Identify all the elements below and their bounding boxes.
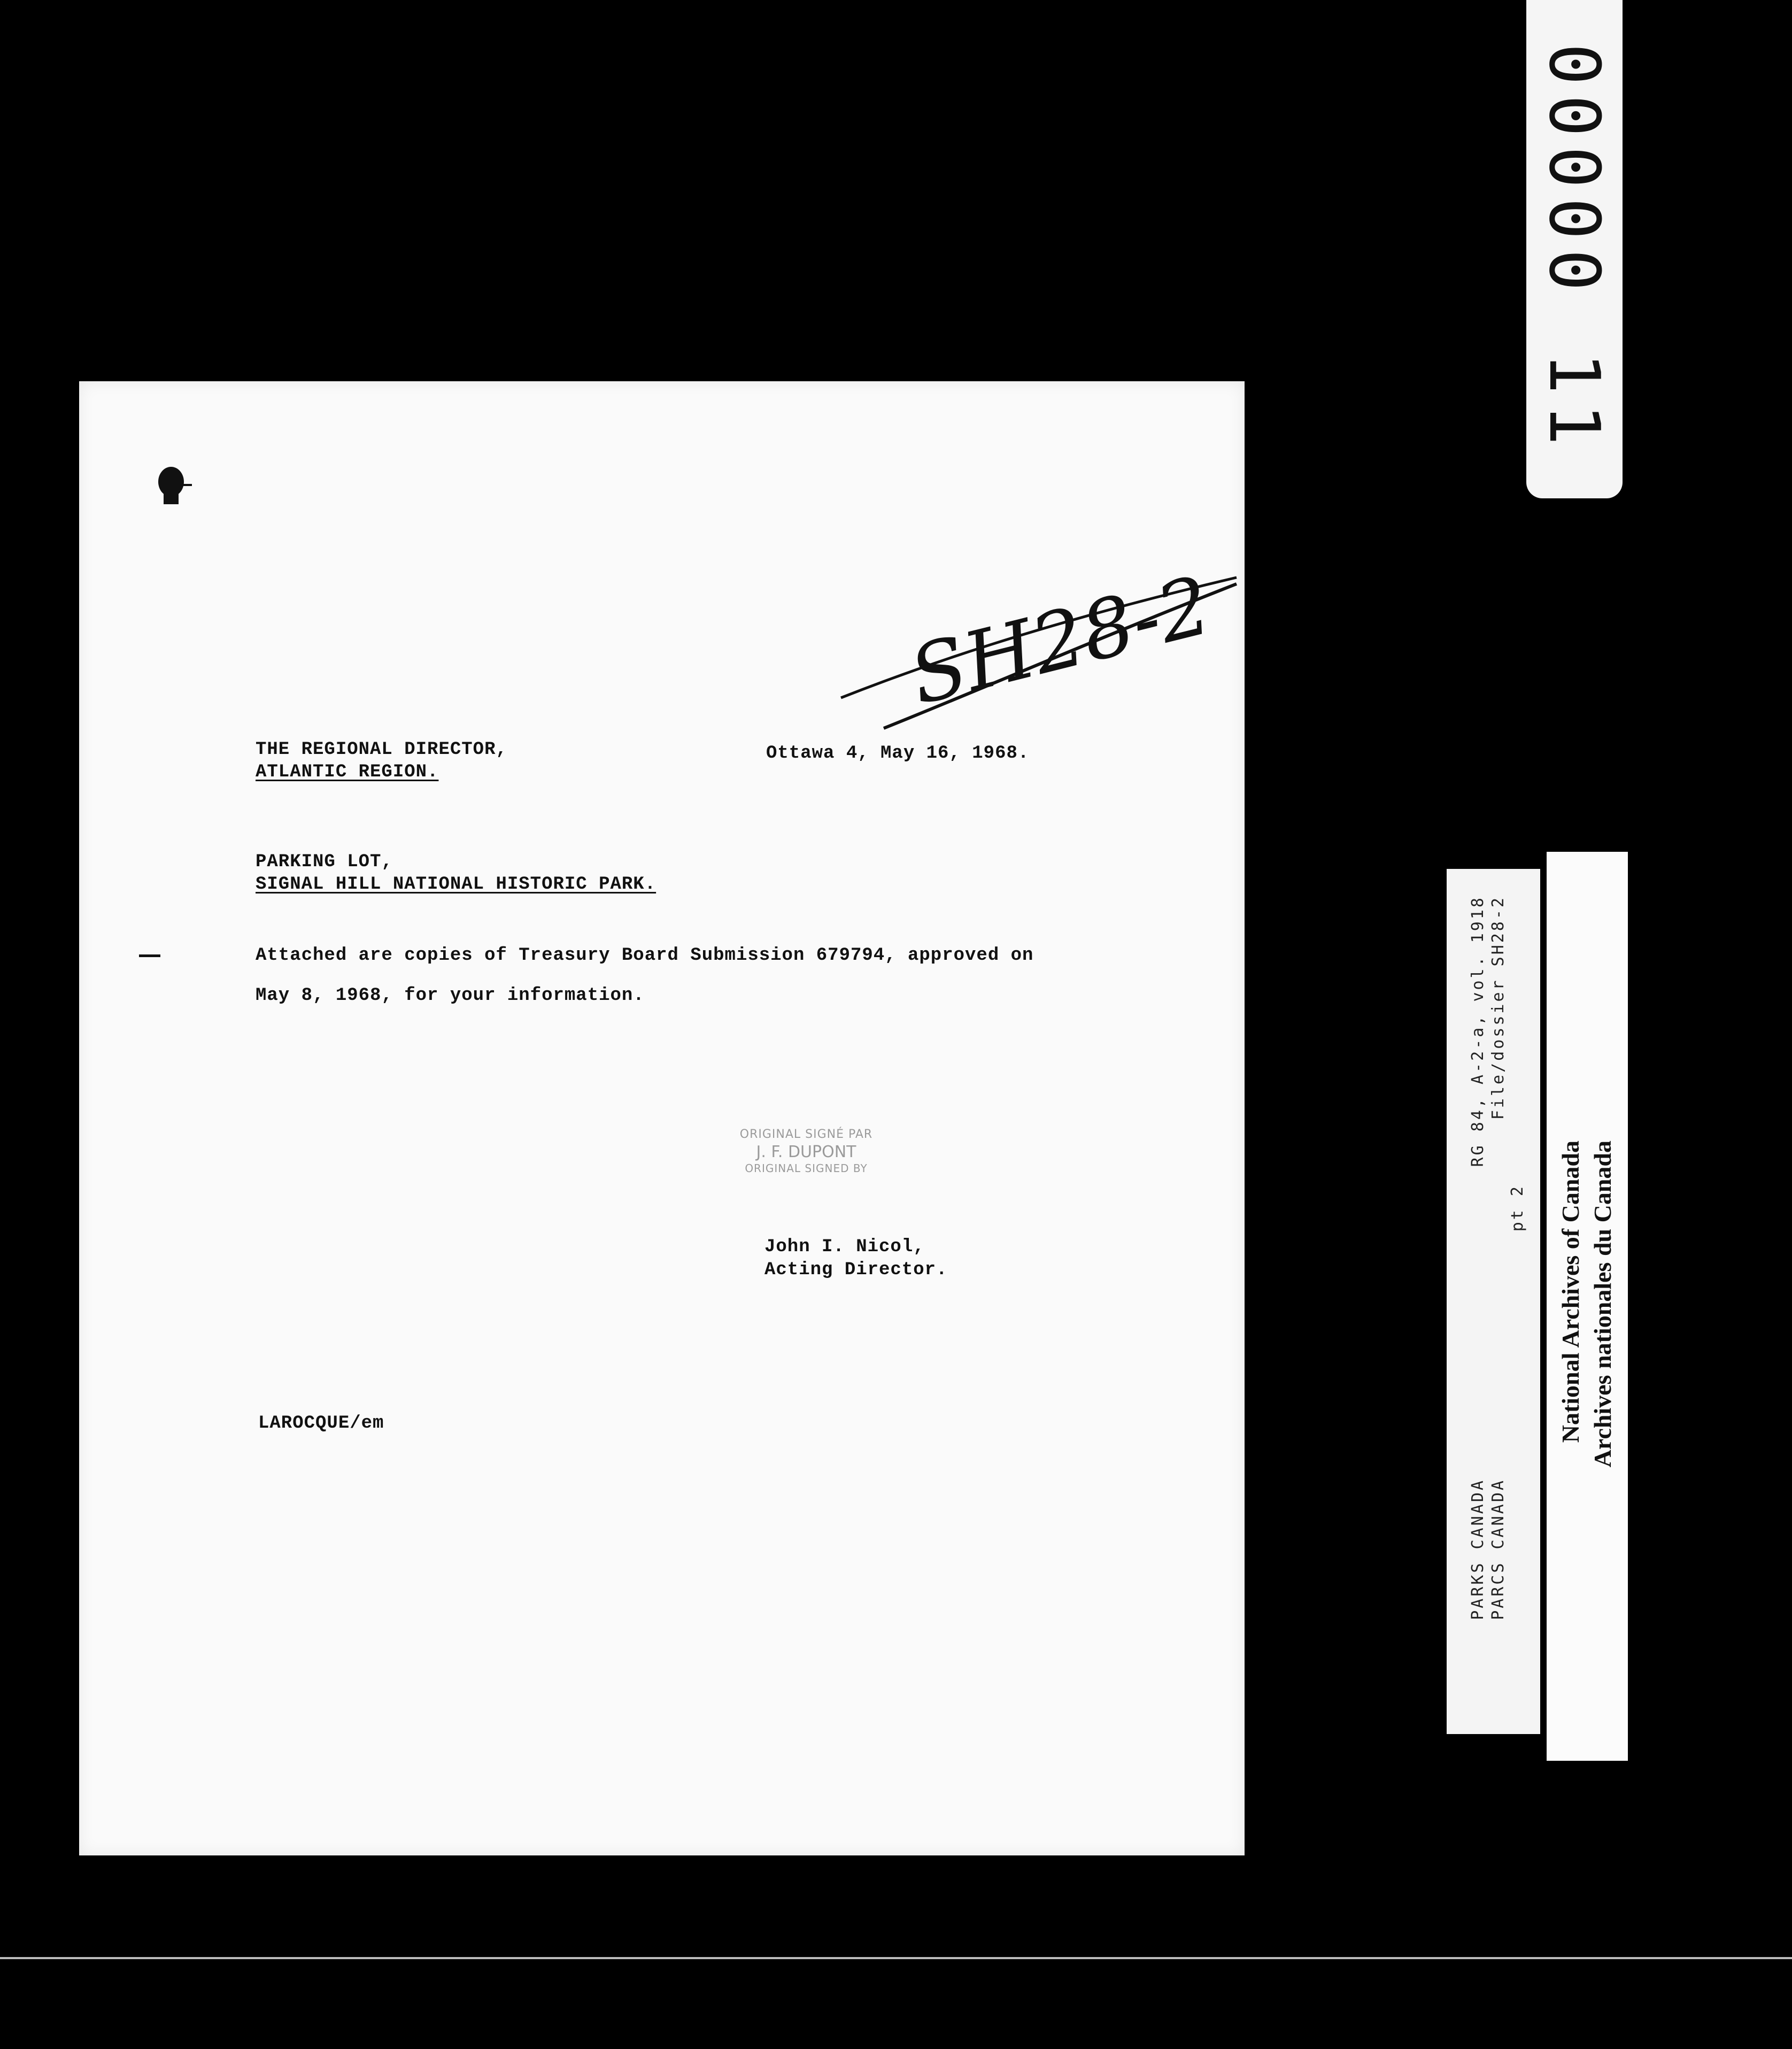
signatory-name: John I. Nicol,: [764, 1237, 925, 1257]
file-number-text: SH28-2: [901, 559, 1220, 723]
archives-label-en: National Archives of Canada: [1557, 1141, 1584, 1443]
archive-file: File/dossier SH28-2: [1489, 896, 1508, 1120]
letter-date: Ottawa 4, May 16, 1968.: [766, 743, 1030, 764]
parks-label-fr: PARCS CANADA: [1489, 1478, 1508, 1620]
film-edge-line: [0, 1957, 1792, 1959]
parks-label-en: PARKS CANADA: [1469, 1478, 1487, 1620]
subject-line-1: PARKING LOT,: [256, 852, 393, 872]
body-line-2: May 8, 1968, for your information.: [256, 985, 645, 1006]
archives-label-fr: Archives nationales du Canada: [1589, 1141, 1616, 1468]
stamp-line-2: J. F. DUPONT: [756, 1142, 856, 1161]
letter-sheet: [79, 381, 1245, 1855]
signature-stamp: [737, 1127, 876, 1175]
subject-line-2: SIGNAL HILL NATIONAL HISTORIC PARK.: [256, 874, 656, 895]
addressee-line-1: THE REGIONAL DIRECTOR,: [256, 740, 507, 760]
parks-canada-label: [1447, 869, 1540, 1734]
stamp-line-1: ORIGINAL SIGNÉ PAR: [739, 1128, 873, 1141]
stamp-line-3: ORIGINAL SIGNED BY: [745, 1162, 868, 1175]
national-archives-label: [1547, 852, 1628, 1761]
margin-dash: [139, 954, 160, 957]
handwritten-file-number: [755, 535, 1269, 738]
frame-counter: 00000 11: [1534, 43, 1615, 456]
reference-initials: LAROCQUE/em: [258, 1413, 384, 1434]
signatory-title: Acting Director.: [764, 1260, 948, 1280]
archive-reference: RG 84, A-2-a, vol. 1918: [1469, 896, 1487, 1167]
punch-hole-mark: [154, 461, 192, 510]
frame-counter-strip: [1526, 0, 1623, 498]
addressee-line-2: ATLANTIC REGION.: [256, 762, 439, 782]
archive-part: pt 2: [1508, 1184, 1527, 1232]
body-line-1: Attached are copies of Treasury Board Submission 679794, approved on: [256, 945, 1034, 966]
